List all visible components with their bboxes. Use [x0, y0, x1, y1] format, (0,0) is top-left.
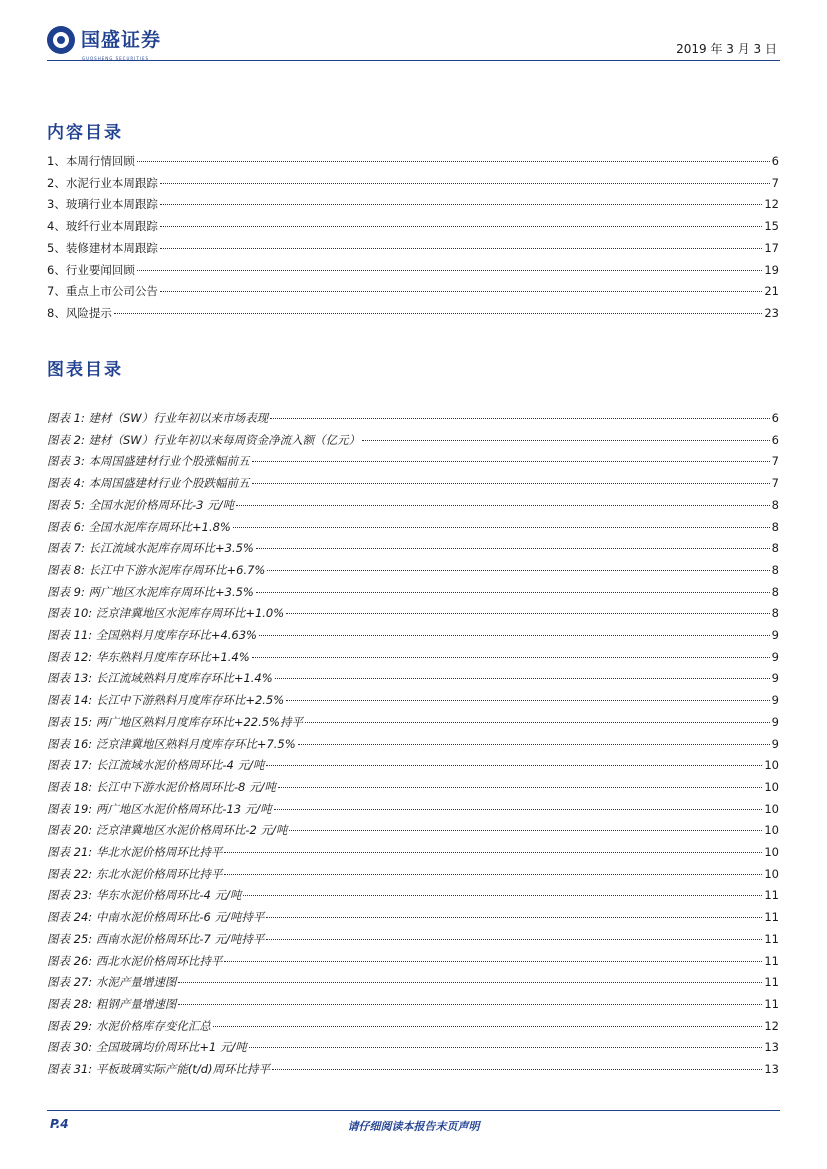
figure-item-page: 9	[771, 714, 779, 729]
figure-item[interactable]	[47, 410, 779, 426]
dot-leader	[224, 961, 762, 962]
contents-item-page: 15	[764, 219, 779, 234]
dot-leader	[137, 270, 763, 271]
figure-item-label: 图表 16: 泛京津冀地区熟料月度库存环比+7.5%	[47, 736, 296, 751]
contents-item[interactable]	[47, 196, 779, 212]
contents-item-page: 19	[764, 262, 779, 277]
header-divider	[47, 60, 780, 61]
figure-item[interactable]	[47, 605, 779, 621]
figure-item-label: 图表 17: 长江流域水泥价格周环比-4 元/吨	[47, 758, 265, 773]
dot-leader	[114, 313, 763, 314]
figure-item[interactable]	[47, 497, 779, 513]
contents-title: 内容目录	[47, 123, 123, 143]
contents-item-page: 7	[771, 175, 779, 190]
figure-item-page: 11	[764, 888, 779, 903]
contents-item-label: 7、重点上市公司公告	[47, 284, 158, 299]
contents-item[interactable]	[47, 283, 779, 299]
contents-item[interactable]	[47, 153, 779, 169]
figure-item[interactable]	[47, 822, 779, 838]
footer-divider	[47, 1110, 780, 1111]
dot-leader	[249, 1047, 763, 1048]
dot-leader	[160, 291, 763, 292]
figure-item-page: 8	[771, 541, 779, 556]
figure-item-page: 10	[764, 779, 779, 794]
figure-item-page: 9	[771, 671, 779, 686]
dot-leader	[160, 226, 763, 227]
figure-item[interactable]	[47, 866, 779, 882]
figure-item-page: 7	[771, 476, 779, 491]
figure-item-label: 图表 7: 长江流域水泥库存周环比+3.5%	[47, 541, 254, 556]
dot-leader	[233, 527, 770, 528]
figure-item-label: 图表 28: 粗钢产量增速图	[47, 996, 177, 1011]
report-date: 2019 年 3 月 3 日	[676, 42, 777, 56]
figure-item[interactable]	[47, 1018, 779, 1034]
figure-item[interactable]	[47, 931, 779, 947]
footer-disclaimer: 请仔细阅读本报告末页声明	[347, 1120, 480, 1133]
figure-item[interactable]	[47, 692, 779, 708]
figure-item-page: 9	[771, 649, 779, 664]
figure-item[interactable]	[47, 844, 779, 860]
dot-leader	[270, 418, 770, 419]
figure-item-label: 图表 31: 平板玻璃实际产能(t/d)周环比持平	[47, 1062, 270, 1076]
figure-item[interactable]	[47, 801, 779, 817]
figure-item-label: 图表 2: 建材（SW）行业年初以来每周资金净流入额（亿元）	[47, 432, 361, 447]
contents-item-page: 23	[764, 305, 779, 320]
figure-item-page: 6	[771, 432, 779, 447]
figure-item-page: 9	[771, 736, 779, 751]
figure-item-page: 8	[771, 497, 779, 512]
figure-item-page: 10	[764, 758, 779, 773]
dot-leader	[266, 917, 762, 918]
figure-item-page: 11	[764, 975, 779, 990]
figure-item-page: 10	[764, 845, 779, 859]
figure-item-label: 图表 25: 西南水泥价格周环比-7 元/吨持平	[47, 931, 265, 946]
dot-leader	[178, 1004, 762, 1005]
figure-item-label: 图表 19: 两广地区水泥价格周环比-13 元/吨	[47, 801, 272, 816]
contents-item-label: 3、玻璃行业本周跟踪	[47, 197, 158, 212]
figure-item-label: 图表 27: 水泥产量增速图	[47, 975, 177, 990]
contents-item-label: 2、水泥行业本周跟踪	[47, 175, 158, 190]
figure-item[interactable]	[47, 757, 779, 773]
dot-leader	[259, 635, 770, 636]
figure-item[interactable]	[47, 779, 779, 795]
dot-leader	[224, 852, 762, 853]
figure-item[interactable]	[47, 519, 779, 535]
dot-leader	[275, 678, 770, 679]
figure-item[interactable]	[47, 562, 779, 578]
figure-item[interactable]	[47, 887, 779, 903]
figure-item-page: 13	[764, 1040, 779, 1055]
dot-leader	[224, 874, 762, 875]
dot-leader	[252, 483, 770, 484]
figure-item-page: 10	[764, 866, 779, 881]
contents-item-page: 6	[771, 154, 779, 168]
dot-leader	[274, 809, 763, 810]
figure-item[interactable]	[47, 432, 779, 448]
page-header	[0, 0, 827, 65]
figure-item-page: 8	[771, 519, 779, 534]
contents-item[interactable]	[47, 175, 779, 191]
figure-item[interactable]	[47, 584, 779, 600]
figure-item-page: 10	[764, 801, 779, 816]
dot-leader	[137, 161, 770, 162]
contents-item[interactable]	[47, 240, 779, 256]
dot-leader	[266, 939, 762, 940]
figure-item-label: 图表 8: 长江中下游水泥库存周环比+6.7%	[47, 562, 266, 577]
dot-leader	[236, 505, 770, 506]
figure-item-page: 9	[771, 693, 779, 708]
contents-item-page: 12	[764, 197, 779, 212]
figure-item-label: 图表 14: 长江中下游熟料月度库存环比+2.5%	[47, 693, 285, 708]
dot-leader	[243, 895, 762, 896]
figure-item-label: 图表 5: 全国水泥价格周环比-3 元/吨	[47, 497, 234, 512]
figures-title: 图表目录	[47, 360, 123, 380]
figure-item[interactable]	[47, 909, 779, 925]
figure-item-label: 图表 29: 水泥价格库存变化汇总	[47, 1018, 211, 1033]
figure-item[interactable]	[47, 714, 779, 730]
figure-item[interactable]	[47, 649, 779, 665]
figure-item[interactable]	[47, 670, 779, 686]
page-number: P.4	[50, 1117, 69, 1131]
figure-item-page: 8	[771, 606, 779, 621]
dot-leader	[252, 461, 770, 462]
dot-leader	[362, 440, 770, 441]
dot-leader	[256, 548, 770, 549]
contents-item-label: 4、玻纤行业本周跟踪	[47, 219, 158, 234]
contents-item-page: 17	[764, 240, 779, 255]
figure-item-page: 9	[771, 628, 779, 642]
figure-item-label: 图表 3: 本周国盛建材行业个股涨幅前五	[47, 454, 250, 469]
dot-leader	[286, 700, 770, 701]
dot-leader	[252, 657, 770, 658]
contents-item[interactable]	[47, 305, 779, 321]
contents-item[interactable]	[47, 262, 779, 278]
figure-item[interactable]	[47, 736, 779, 752]
figure-item[interactable]	[47, 1061, 779, 1077]
figure-item[interactable]	[47, 475, 779, 491]
figure-item-page: 13	[764, 1062, 779, 1076]
dot-leader	[160, 248, 763, 249]
figure-item-label: 图表 23: 华东水泥价格周环比-4 元/吨	[47, 888, 242, 903]
figure-item-page: 7	[771, 454, 779, 469]
figure-item-page: 6	[771, 411, 779, 425]
logo-text: 国盛证券	[81, 29, 162, 51]
figure-item-page: 11	[764, 910, 779, 925]
figure-item[interactable]	[47, 953, 779, 969]
dot-leader	[178, 982, 762, 983]
figure-item-label: 图表 26: 西北水泥价格周环比持平	[47, 953, 223, 968]
figure-item-page: 12	[764, 1018, 779, 1033]
figure-item-label: 图表 22: 东北水泥价格周环比持平	[47, 866, 223, 881]
dot-leader	[213, 1026, 763, 1027]
figure-item-page: 8	[771, 562, 779, 577]
contents-item-page: 21	[764, 284, 779, 299]
figure-item[interactable]	[47, 1039, 779, 1055]
figure-item-label: 图表 13: 长江流域熟料月度库存环比+1.4%	[47, 671, 273, 686]
company-logo	[47, 26, 161, 54]
figure-item-label: 图表 24: 中南水泥价格周环比-6 元/吨持平	[47, 910, 265, 925]
logo-icon	[47, 26, 75, 54]
dot-leader	[305, 722, 770, 723]
dot-leader	[278, 787, 763, 788]
contents-item-label: 6、行业要闻回顾	[47, 262, 135, 277]
figure-item-label: 图表 30: 全国玻璃均价周环比+1 元/吨	[47, 1040, 247, 1055]
dot-leader	[256, 592, 770, 593]
figure-item-label: 图表 15: 两广地区熟料月度库存环比+22.5%持平	[47, 714, 303, 729]
figure-item[interactable]	[47, 996, 779, 1012]
figure-item-page: 11	[764, 931, 779, 946]
contents-item[interactable]	[47, 218, 779, 234]
dot-leader	[267, 570, 769, 571]
figure-item-page: 10	[764, 823, 779, 838]
dot-leader	[160, 183, 770, 184]
contents-item-label: 1、本周行情回顾	[47, 154, 135, 168]
dot-leader	[160, 204, 763, 205]
dot-leader	[298, 744, 770, 745]
figure-item-label: 图表 11: 全国熟料月度库存环比+4.63%	[47, 628, 257, 642]
figure-item-label: 图表 18: 长江中下游水泥价格周环比-8 元/吨	[47, 779, 276, 794]
contents-item-label: 5、装修建材本周跟踪	[47, 240, 158, 255]
figure-item-label: 图表 1: 建材（SW）行业年初以来市场表现	[47, 411, 269, 425]
figure-item-page: 8	[771, 584, 779, 599]
dot-leader	[289, 830, 762, 831]
figure-item[interactable]	[47, 974, 779, 990]
dot-leader	[286, 613, 770, 614]
figure-item-page: 11	[764, 953, 779, 968]
figure-item-label: 图表 10: 泛京津冀地区水泥库存周环比+1.0%	[47, 606, 285, 621]
figure-item-label: 图表 6: 全国水泥库存周环比+1.8%	[47, 519, 231, 534]
figure-item-label: 图表 9: 两广地区水泥库存周环比+3.5%	[47, 584, 254, 599]
figure-item-label: 图表 20: 泛京津冀地区水泥价格周环比-2 元/吨	[47, 823, 288, 838]
figure-item-label: 图表 4: 本周国盛建材行业个股跌幅前五	[47, 476, 250, 491]
figure-item-page: 11	[764, 996, 779, 1011]
logo-subtext: GUOSHENG SECURITIES	[82, 56, 150, 61]
figure-item-label: 图表 21: 华北水泥价格周环比持平	[47, 845, 223, 859]
figure-item[interactable]	[47, 627, 779, 643]
dot-leader	[266, 765, 762, 766]
figure-item-label: 图表 12: 华东熟料月度库存环比+1.4%	[47, 649, 250, 664]
figure-item[interactable]	[47, 453, 779, 469]
dot-leader	[272, 1069, 762, 1070]
figure-item[interactable]	[47, 540, 779, 556]
contents-item-label: 8、风险提示	[47, 305, 112, 320]
